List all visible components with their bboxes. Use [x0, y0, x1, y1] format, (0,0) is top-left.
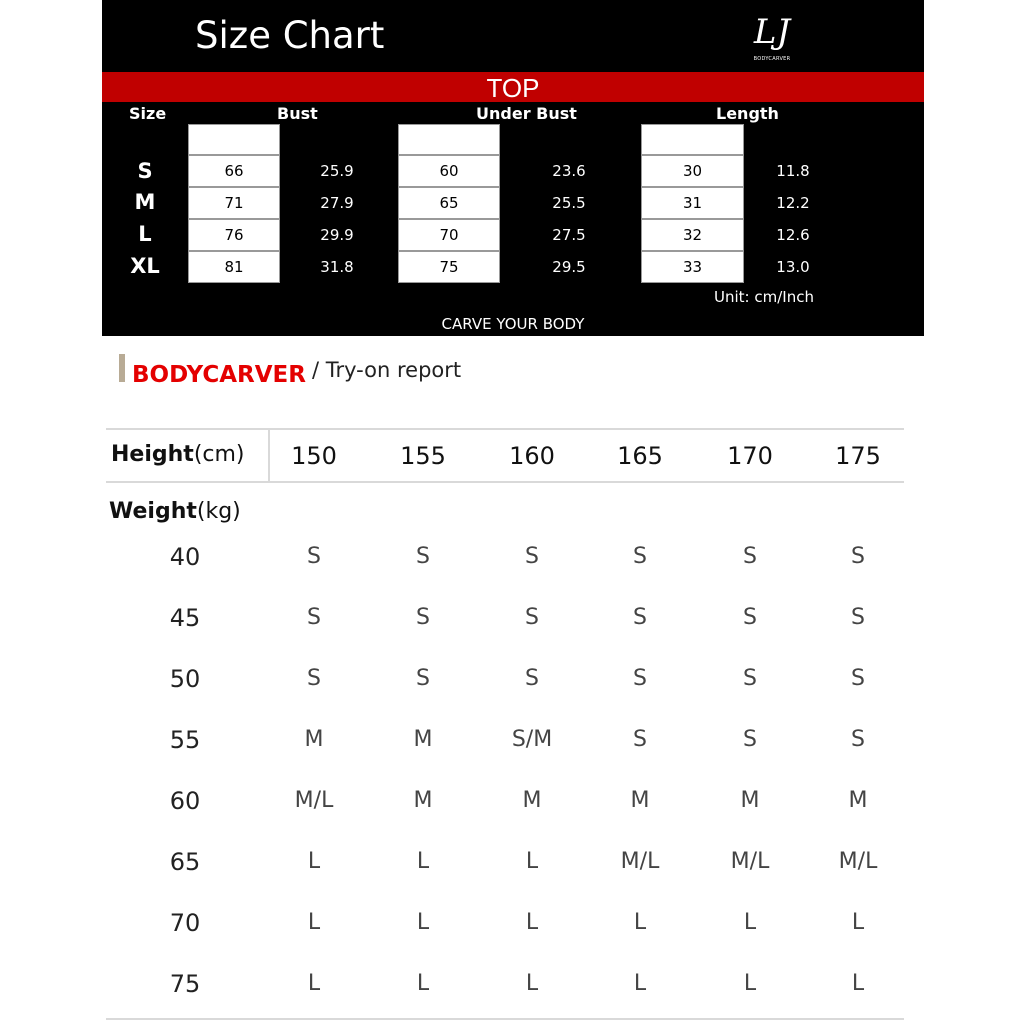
brand-logo: [742, 12, 802, 72]
height-unit: (cm): [193, 442, 245, 467]
header-separator: [106, 481, 904, 483]
recommended-size-cell: S: [416, 605, 430, 630]
recommended-size-cell: S: [307, 666, 321, 691]
length-inch-value: 12.2: [776, 194, 810, 212]
header-length: Length: [716, 104, 779, 123]
unit-note: Unit: cm/Inch: [714, 288, 814, 306]
recommended-size-cell: L: [525, 910, 539, 935]
height-header: [111, 442, 245, 467]
size-label: XL: [130, 254, 160, 278]
size-label: M: [134, 190, 156, 214]
weight-label: Weight: [109, 499, 197, 524]
report-brand-name: BODYCARVER: [132, 362, 306, 388]
recommended-size-cell: S: [525, 666, 539, 691]
height-value: 175: [835, 442, 881, 470]
recommended-size-cell: M: [413, 788, 433, 813]
recommended-size-cell: L: [743, 910, 757, 935]
recommended-size-cell: S: [525, 544, 539, 569]
length-cm-cell: 32: [641, 219, 744, 251]
header-size: Size: [129, 104, 167, 123]
size-label: L: [138, 222, 152, 246]
recommended-size-cell: M: [848, 788, 868, 813]
report-title: / Try-on report: [312, 358, 462, 382]
recommended-size-cell: S: [416, 544, 430, 569]
under-bust-cm-cell: 60: [398, 155, 500, 187]
weight-header: [109, 499, 241, 524]
recommended-size-cell: S/M: [511, 727, 553, 752]
recommended-size-cell: S: [851, 666, 865, 691]
height-value: 150: [291, 442, 337, 470]
bust-cm-cell: 71: [188, 187, 280, 219]
bust-cm-cell: 81: [188, 251, 280, 283]
recommended-size-cell: L: [851, 971, 865, 996]
bust-inch-value: 27.9: [320, 194, 354, 212]
header-under-bust: Under Bust: [476, 104, 577, 123]
recommended-size-cell: L: [743, 971, 757, 996]
weight-value: 40: [169, 543, 201, 571]
recommended-size-cell: L: [525, 971, 539, 996]
weight-value: 70: [169, 909, 201, 937]
bust-header-box: [188, 124, 280, 155]
recommended-size-cell: S: [307, 544, 321, 569]
recommended-size-cell: L: [416, 910, 430, 935]
section-bar-top: TOP: [102, 72, 924, 102]
recommended-size-cell: S: [743, 544, 757, 569]
recommended-size-cell: S: [525, 605, 539, 630]
recommended-size-cell: M/L: [838, 849, 878, 874]
length-header-box: [641, 124, 744, 155]
recommended-size-cell: M/L: [294, 788, 334, 813]
size-chart-panel: [102, 0, 924, 336]
recommended-size-cell: M: [630, 788, 650, 813]
length-cm-cell: 31: [641, 187, 744, 219]
weight-value: 60: [169, 787, 201, 815]
under-bust-cm-cell: 70: [398, 219, 500, 251]
recommended-size-cell: S: [851, 605, 865, 630]
under-bust-cm-cell: 65: [398, 187, 500, 219]
weight-unit: (kg): [196, 499, 241, 524]
header-divider: [268, 428, 270, 482]
recommended-size-cell: L: [633, 971, 647, 996]
under-bust-cm-cell: 75: [398, 251, 500, 283]
recommended-size-cell: L: [525, 849, 539, 874]
height-value: 160: [509, 442, 555, 470]
under-bust-inch-value: 29.5: [552, 258, 586, 276]
under-bust-inch-value: 27.5: [552, 226, 586, 244]
recommended-size-cell: M/L: [620, 849, 660, 874]
recommended-size-cell: M: [304, 727, 324, 752]
recommended-size-cell: L: [416, 971, 430, 996]
recommended-size-cell: L: [307, 849, 321, 874]
recommended-size-cell: M: [740, 788, 760, 813]
under-bust-header-box: [398, 124, 500, 155]
logo-monogram: LJ: [753, 12, 791, 52]
slogan: CARVE YOUR BODY: [441, 315, 585, 333]
recommended-size-cell: L: [307, 971, 321, 996]
bust-inch-value: 29.9: [320, 226, 354, 244]
recommended-size-cell: M: [413, 727, 433, 752]
bust-inch-value: 31.8: [320, 258, 354, 276]
logo-brand-text: BODYCARVER: [753, 56, 791, 62]
length-cm-cell: 30: [641, 155, 744, 187]
recommended-size-cell: M: [522, 788, 542, 813]
weight-value: 50: [169, 665, 201, 693]
recommended-size-cell: L: [307, 910, 321, 935]
size-label: S: [137, 159, 153, 183]
length-inch-value: 12.6: [776, 226, 810, 244]
under-bust-inch-value: 25.5: [552, 194, 586, 212]
bust-cm-cell: 76: [188, 219, 280, 251]
recommended-size-cell: S: [743, 727, 757, 752]
bust-inch-value: 25.9: [320, 162, 354, 180]
recommended-size-cell: L: [851, 910, 865, 935]
under-bust-inch-value: 23.6: [552, 162, 586, 180]
height-value: 155: [400, 442, 446, 470]
recommended-size-cell: S: [743, 666, 757, 691]
height-value: 165: [617, 442, 663, 470]
length-cm-cell: 33: [641, 251, 744, 283]
recommended-size-cell: S: [851, 544, 865, 569]
table-bottom-border: [106, 1018, 904, 1020]
recommended-size-cell: S: [633, 605, 647, 630]
recommended-size-cell: M/L: [730, 849, 770, 874]
weight-value: 45: [169, 604, 201, 632]
height-value: 170: [727, 442, 773, 470]
recommended-size-cell: S: [416, 666, 430, 691]
header-bust: Bust: [277, 104, 318, 123]
recommended-size-cell: S: [633, 544, 647, 569]
recommended-size-cell: L: [633, 910, 647, 935]
recommended-size-cell: S: [633, 666, 647, 691]
recommended-size-cell: S: [743, 605, 757, 630]
recommended-size-cell: S: [851, 727, 865, 752]
brand-accent-bar: [119, 354, 125, 382]
length-inch-value: 11.8: [776, 162, 810, 180]
table-top-border: [106, 428, 904, 430]
recommended-size-cell: S: [633, 727, 647, 752]
bust-cm-cell: 66: [188, 155, 280, 187]
weight-value: 65: [169, 848, 201, 876]
size-chart-title: Size Chart: [195, 14, 385, 57]
recommended-size-cell: L: [416, 849, 430, 874]
weight-value: 75: [169, 970, 201, 998]
recommended-size-cell: S: [307, 605, 321, 630]
length-inch-value: 13.0: [776, 258, 810, 276]
weight-value: 55: [169, 726, 201, 754]
height-label: Height: [111, 442, 194, 467]
